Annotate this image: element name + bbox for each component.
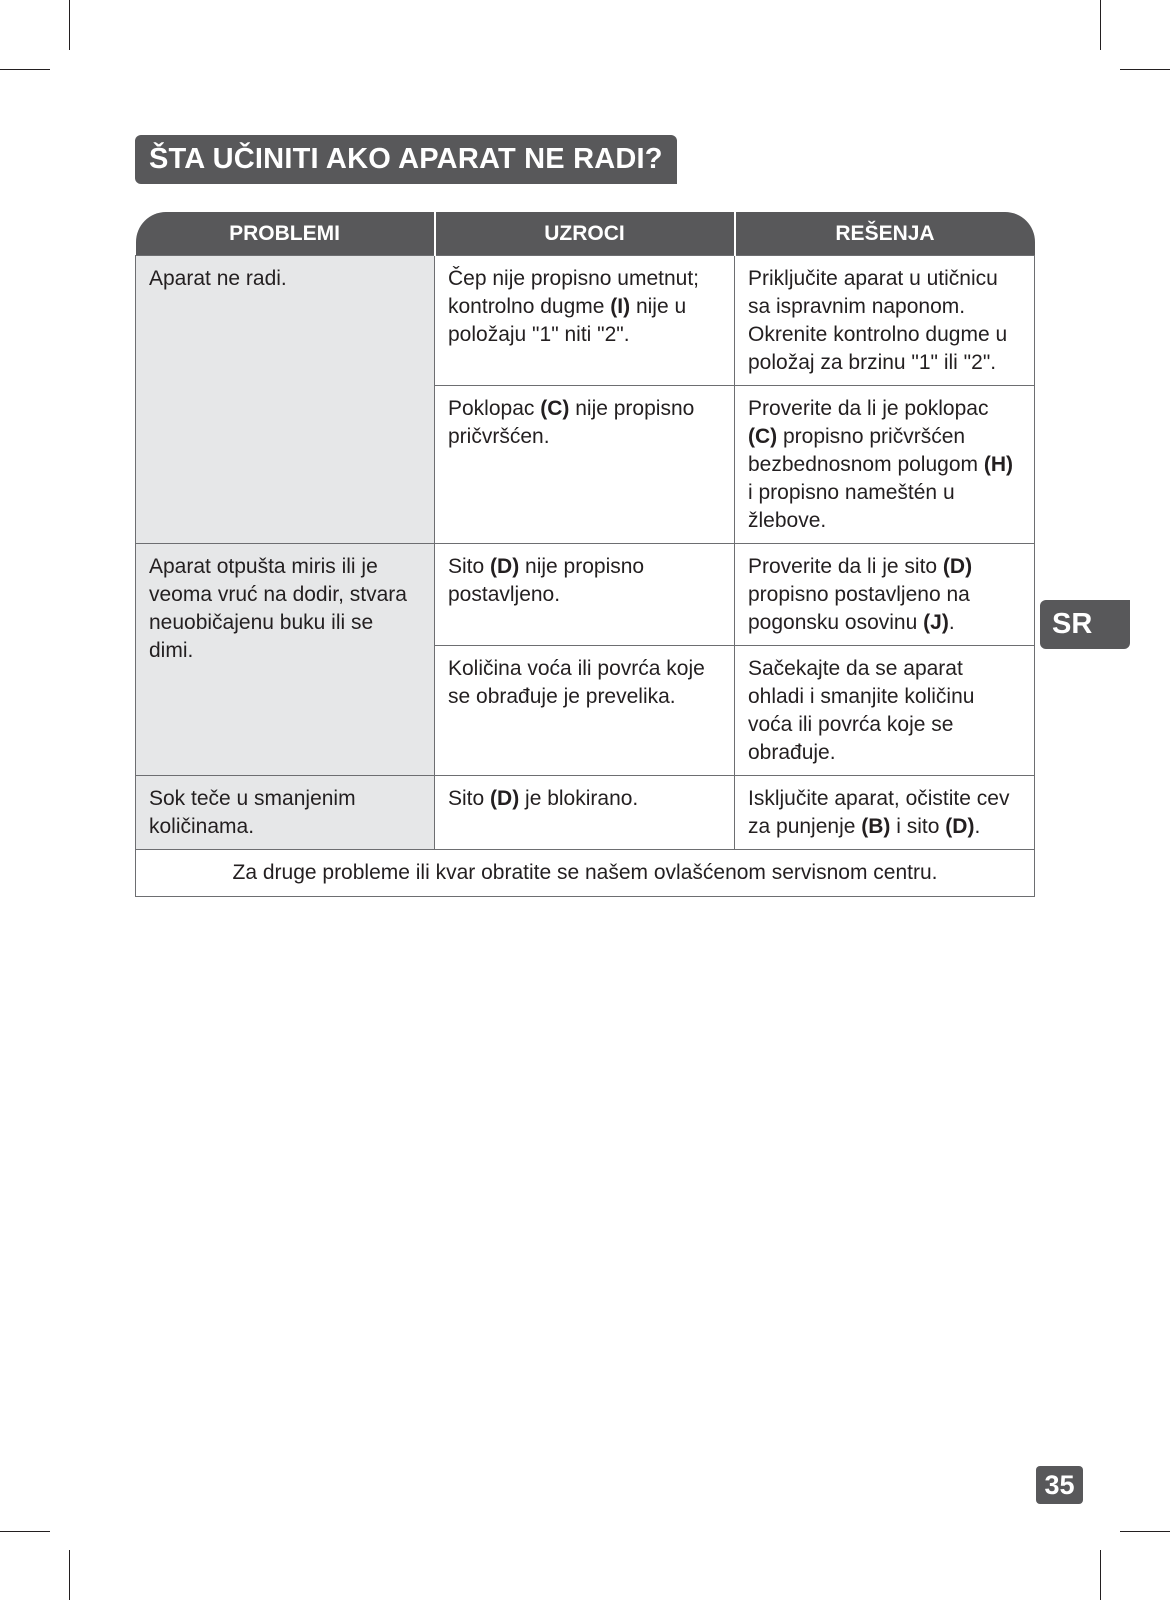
crop-mark xyxy=(0,69,50,70)
solution-cell: Proverite da li je sito (D) propisno postavljeno na pogonsku osovinu (J). xyxy=(735,544,1035,646)
header-solutions: REŠENJA xyxy=(735,212,1035,256)
section-title: ŠTA UČINITI AKO APARAT NE RADI? xyxy=(135,135,677,184)
solution-cell: Priključite aparat u utičnicu sa ispravnim naponom. Okrenite kontrolno dugme u položaj za brzinu "1" ili "2". xyxy=(735,256,1035,386)
table-row xyxy=(136,544,1035,646)
cause-cell: Poklopac (C) nije propisno pričvršćen. xyxy=(435,386,735,544)
cause-cell: Čep nije propisno umetnut; kontrolno dugme (I) nije u položaju "1" niti "2". xyxy=(435,256,735,386)
crop-mark xyxy=(69,1550,70,1600)
crop-mark xyxy=(1120,69,1170,70)
crop-mark xyxy=(1100,1550,1101,1600)
crop-mark xyxy=(69,0,70,50)
table-footer-row xyxy=(136,850,1035,897)
problem-cell: Sok teče u smanjenim količinama. xyxy=(136,776,435,850)
table-row xyxy=(136,256,1035,386)
table-header-row xyxy=(136,212,1035,256)
page-number: 35 xyxy=(1036,1466,1083,1504)
language-tab xyxy=(1040,600,1130,649)
problem-cell: Aparat ne radi. xyxy=(136,256,435,544)
cause-cell: Sito (D) nije propisno postavljeno. xyxy=(435,544,735,646)
language-tab-label: SR xyxy=(1052,608,1093,640)
problem-cell: Aparat otpušta miris ili je veoma vruć na dodir, stvara neuobičajenu buku ili se dimi. xyxy=(136,544,435,776)
cause-cell: Količina voća ili povrća koje se obrađuje je prevelika. xyxy=(435,646,735,776)
header-problems: PROBLEMI xyxy=(136,212,435,256)
solution-cell: Proverite da li je poklopac (C) propisno pričvršćen bezbednosnom polugom (H) i propisno nameštén u žlebove. xyxy=(735,386,1035,544)
solution-cell: Isključite aparat, očistite cev za punjenje (B) i sito (D). xyxy=(735,776,1035,850)
solution-cell: Sačekajte da se aparat ohladi i smanjite količinu voća ili povrća koje se obrađuje. xyxy=(735,646,1035,776)
cause-cell: Sito (D) je blokirano. xyxy=(435,776,735,850)
header-causes: UZROCI xyxy=(435,212,735,256)
footer-note: Za druge probleme ili kvar obratite se našem ovlašćenom servisnom centru. xyxy=(136,850,1035,897)
table-row xyxy=(136,776,1035,850)
crop-mark xyxy=(1100,0,1101,50)
crop-mark xyxy=(1120,1531,1170,1532)
crop-mark xyxy=(0,1531,50,1532)
troubleshooting-table xyxy=(135,212,1035,897)
